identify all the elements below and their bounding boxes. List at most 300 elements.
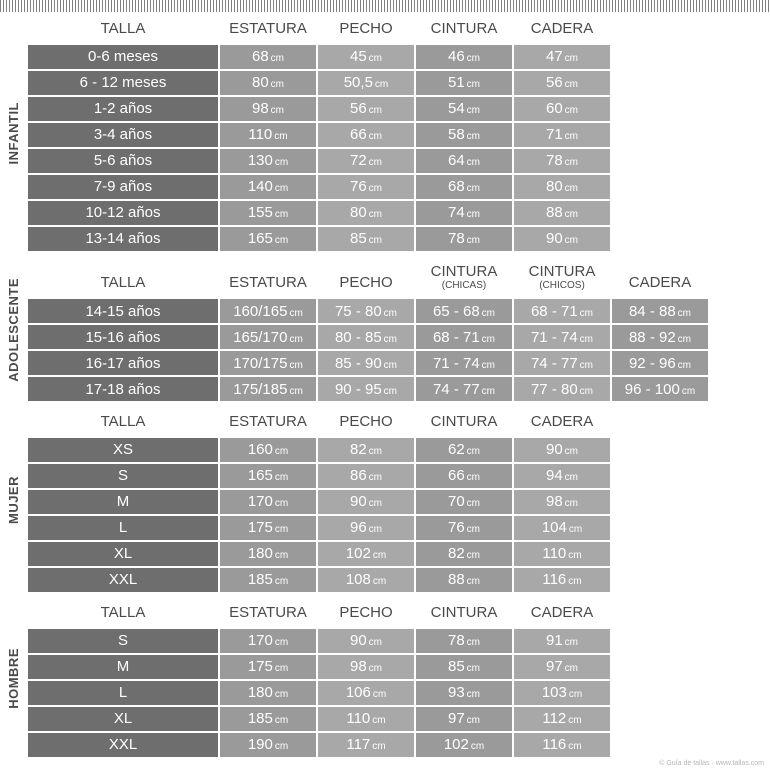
credit-text: © Guía de tallas · www.tallas.com	[659, 759, 764, 767]
measurement-cell	[318, 123, 414, 147]
table-row	[28, 123, 610, 147]
category-label	[0, 598, 26, 759]
measurement-unit: cm	[564, 663, 579, 674]
size-name-cell: 10-12 años	[28, 201, 218, 225]
measurement-unit: cm	[368, 183, 383, 195]
measurement-unit: cm	[368, 157, 383, 169]
measurement-cell	[220, 464, 316, 488]
measurement-unit: cm	[466, 235, 481, 247]
measurement-value: 98	[545, 493, 563, 511]
measurement-cell	[416, 490, 512, 514]
measurement-unit: cm	[368, 524, 383, 536]
measurement-unit: cm	[564, 131, 579, 143]
measurement-cell	[220, 707, 316, 731]
measurement-cell	[220, 97, 316, 121]
measurement-cell	[416, 201, 512, 225]
table-row	[28, 97, 610, 121]
measurement-unit: cm	[564, 157, 579, 169]
table-row	[28, 45, 610, 69]
measurement-cell	[416, 149, 512, 173]
measurement-cell	[318, 299, 414, 323]
measurement-value: 70	[447, 493, 465, 511]
measurement-cell	[514, 201, 610, 225]
measurement-value: 60	[545, 100, 563, 118]
measurement-cell	[318, 629, 414, 653]
measurement-unit: cm	[383, 385, 398, 397]
measurement-cell	[416, 707, 512, 731]
measurement-cell	[220, 516, 316, 540]
measurement-unit: cm	[481, 333, 496, 345]
measurement-unit: cm	[466, 663, 481, 674]
size-name-cell: L	[28, 516, 218, 540]
measurement-value: 106	[345, 684, 371, 701]
table-row	[28, 490, 610, 514]
measurement-unit: cm	[270, 53, 285, 65]
column-header	[514, 600, 610, 627]
measurement-unit: cm	[481, 359, 496, 371]
measurement-cell	[514, 175, 610, 199]
table-row	[28, 149, 610, 173]
measurement-value: 58	[447, 126, 465, 144]
column-header-text: CADERA	[530, 413, 594, 430]
measurement-value: 71 - 74	[432, 354, 480, 372]
measurement-unit: cm	[274, 498, 289, 510]
measurement-cell	[220, 227, 316, 251]
measurement-cell	[220, 681, 316, 705]
column-header	[318, 600, 414, 627]
measurement-cell	[416, 377, 512, 401]
measurement-cell	[416, 175, 512, 199]
measurement-unit: cm	[372, 550, 387, 562]
measurement-cell	[416, 655, 512, 679]
measurement-unit: cm	[579, 333, 594, 345]
measurement-cell	[514, 97, 610, 121]
measurement-cell	[416, 733, 512, 757]
column-header-text: PECHO	[339, 274, 393, 292]
column-header	[28, 600, 218, 627]
measurement-unit: cm	[564, 446, 579, 458]
measurement-value: 130	[247, 152, 273, 170]
column-header-text: ESTATURA	[229, 413, 307, 430]
size-name-cell: XXL	[28, 568, 218, 592]
size-name-cell: 17-18 años	[28, 377, 218, 401]
measurement-unit: cm	[466, 498, 481, 510]
measurement-unit: cm	[568, 550, 582, 562]
measurement-value: 66	[349, 126, 367, 144]
measurement-value: 84 - 88	[628, 302, 676, 320]
measurement-value: 180	[247, 545, 273, 563]
measurement-unit: cm	[274, 550, 289, 562]
measurement-cell	[416, 464, 512, 488]
measurement-unit: cm	[466, 105, 481, 117]
size-name-cell: XS	[28, 438, 218, 462]
torn-paper-edge-decoration	[0, 0, 770, 12]
measurement-unit: cm	[568, 715, 582, 726]
measurement-value: 86	[349, 467, 367, 485]
measurement-value: 165/170	[233, 328, 288, 346]
measurement-value: 88	[545, 204, 563, 222]
size-name-cell: 6 - 12 meses	[28, 71, 218, 95]
measurement-value: 46	[447, 48, 465, 66]
measurement-unit: cm	[564, 235, 579, 247]
measurement-value: 104	[541, 519, 567, 537]
measurement-unit: cm	[579, 307, 594, 319]
measurement-cell	[514, 629, 610, 653]
measurement-cell	[612, 351, 708, 375]
measurement-value: 77 - 80	[530, 380, 578, 398]
measurement-cell	[514, 681, 610, 705]
measurement-value: 90	[545, 441, 563, 459]
measurement-cell	[514, 325, 610, 349]
measurement-cell	[318, 655, 414, 679]
measurement-value: 91	[545, 632, 563, 649]
measurement-value: 155	[247, 204, 273, 222]
measurement-unit: cm	[568, 524, 583, 536]
column-header	[514, 409, 610, 436]
measurement-unit: cm	[372, 715, 386, 726]
measurement-unit: cm	[274, 576, 289, 588]
measurement-value: 82	[349, 441, 367, 459]
column-header-text: CADERA	[530, 603, 594, 621]
table-header-row	[28, 409, 610, 436]
measurement-unit: cm	[564, 183, 579, 195]
column-header-text: PECHO	[339, 20, 393, 37]
measurement-unit: cm	[481, 385, 496, 397]
measurement-unit: cm	[568, 741, 582, 752]
measurement-cell	[220, 325, 316, 349]
measurement-cell	[416, 97, 512, 121]
measurement-value: 90	[545, 230, 563, 248]
measurement-value: 75 - 80	[334, 302, 382, 320]
measurement-value: 165	[247, 230, 273, 248]
measurement-cell	[514, 227, 610, 251]
measurement-value: 68	[447, 178, 465, 196]
measurement-cell	[612, 325, 708, 349]
measurement-value: 117	[346, 736, 371, 753]
column-header-text: PECHO	[339, 413, 393, 430]
measurement-cell	[220, 655, 316, 679]
measurement-unit: cm	[289, 307, 303, 319]
measurement-value: 76	[447, 519, 465, 537]
column-header	[28, 409, 218, 436]
measurement-unit: cm	[374, 79, 389, 91]
measurement-cell	[318, 71, 414, 95]
column-header	[514, 259, 610, 297]
measurement-value: 74	[447, 204, 465, 222]
measurement-value: 51	[447, 74, 465, 92]
measurement-value: 72	[349, 152, 367, 170]
measurement-value: 165	[247, 467, 273, 485]
column-header-text: ESTATURA	[229, 20, 307, 37]
table-row	[28, 377, 708, 401]
column-header-text: TALLA	[100, 274, 146, 292]
measurement-cell	[220, 175, 316, 199]
table-row	[28, 71, 610, 95]
measurement-cell	[220, 201, 316, 225]
category-label	[0, 14, 26, 253]
column-header-text: ESTATURA	[229, 274, 307, 292]
measurement-unit: cm	[466, 550, 481, 562]
column-header	[220, 259, 316, 297]
measurement-cell	[514, 542, 610, 566]
measurement-value: 103	[541, 684, 567, 701]
measurement-cell	[318, 227, 414, 251]
table-row	[28, 681, 610, 705]
measurement-unit: cm	[368, 131, 383, 143]
measurement-cell	[220, 71, 316, 95]
measurement-value: 71	[545, 126, 563, 144]
measurement-cell	[318, 97, 414, 121]
measurement-unit: cm	[579, 385, 594, 397]
measurement-cell	[318, 351, 414, 375]
measurement-cell	[416, 45, 512, 69]
size-name-cell: M	[28, 655, 218, 679]
column-header	[612, 259, 708, 297]
measurement-value: 78	[447, 632, 465, 649]
measurement-unit: cm	[368, 105, 383, 117]
measurement-unit: cm	[466, 576, 481, 588]
measurement-value: 68 - 71	[530, 302, 578, 320]
size-name-cell: XXL	[28, 733, 218, 757]
category-label	[0, 407, 26, 594]
measurement-cell	[514, 733, 610, 757]
table-row	[28, 201, 610, 225]
measurement-cell	[220, 629, 316, 653]
measurement-cell	[318, 568, 414, 592]
measurement-cell	[220, 351, 316, 375]
measurement-value: 80	[251, 74, 269, 92]
measurement-unit: cm	[466, 524, 481, 536]
measurement-value: 180	[247, 684, 273, 701]
measurement-cell	[220, 490, 316, 514]
table-header-row	[28, 259, 708, 297]
measurement-cell	[220, 568, 316, 592]
table-row	[28, 629, 610, 653]
column-header-text: ESTATURA	[229, 603, 307, 621]
measurement-value: 88	[447, 571, 465, 589]
size-name-cell: 5-6 años	[28, 149, 218, 173]
table-row	[28, 438, 610, 462]
measurement-cell	[220, 542, 316, 566]
measurement-unit: cm	[270, 79, 285, 91]
measurement-cell	[416, 438, 512, 462]
size-tables-container	[0, 14, 770, 763]
measurement-unit: cm	[564, 105, 579, 117]
column-header	[416, 259, 512, 297]
measurement-unit: cm	[564, 79, 579, 91]
measurement-cell	[514, 438, 610, 462]
column-header-text: CINTURA	[430, 20, 498, 37]
column-subheader-text: (CHICOS)	[539, 279, 585, 291]
measurement-cell	[514, 123, 610, 147]
table-row	[28, 655, 610, 679]
table-row	[28, 733, 610, 757]
measurement-value: 68	[251, 48, 269, 66]
measurement-unit: cm	[368, 637, 383, 648]
measurement-unit: cm	[368, 663, 383, 674]
measurement-cell	[220, 299, 316, 323]
size-table	[26, 257, 710, 403]
measurement-cell	[514, 377, 610, 401]
column-header	[416, 600, 512, 627]
measurement-unit: cm	[372, 689, 387, 700]
measurement-unit: cm	[274, 446, 289, 458]
measurement-value: 88 - 92	[628, 328, 676, 346]
measurement-unit: cm	[564, 53, 579, 65]
measurement-value: 80	[545, 178, 563, 196]
measurement-cell	[318, 45, 414, 69]
measurement-value: 175	[247, 519, 273, 537]
measurement-cell	[416, 516, 512, 540]
measurement-cell	[220, 123, 316, 147]
measurement-value: 160/165	[233, 302, 288, 320]
measurement-unit: cm	[568, 689, 583, 700]
column-header	[220, 600, 316, 627]
measurement-value: 66	[447, 467, 465, 485]
column-header	[318, 16, 414, 43]
column-header-text: TALLA	[100, 413, 146, 430]
size-name-cell: 7-9 años	[28, 175, 218, 199]
size-name-cell: L	[28, 681, 218, 705]
measurement-cell	[318, 733, 414, 757]
measurement-cell	[416, 299, 512, 323]
size-name-cell: 0-6 meses	[28, 45, 218, 69]
measurement-cell	[514, 45, 610, 69]
category-label-text: HOMBRE	[5, 647, 21, 709]
column-header	[514, 16, 610, 43]
measurement-value: 74 - 77	[530, 354, 578, 372]
measurement-unit: cm	[274, 131, 288, 143]
measurement-value: 110	[248, 126, 273, 144]
column-subheader-text: (CHICAS)	[441, 279, 487, 291]
measurement-value: 90	[349, 632, 367, 649]
size-table	[26, 407, 612, 594]
measurement-value: 85 - 90	[334, 354, 382, 372]
measurement-value: 56	[545, 74, 563, 92]
table-row	[28, 227, 610, 251]
table-row	[28, 542, 610, 566]
column-header-text: CINTURA	[528, 262, 596, 280]
measurement-value: 97	[545, 658, 563, 675]
measurement-cell	[318, 438, 414, 462]
measurement-unit: cm	[681, 385, 696, 397]
measurement-unit: cm	[274, 524, 289, 536]
size-name-cell: XL	[28, 707, 218, 731]
size-name-cell: 13-14 años	[28, 227, 218, 251]
size-name-cell: XL	[28, 542, 218, 566]
measurement-unit: cm	[274, 689, 289, 700]
measurement-unit: cm	[289, 385, 303, 397]
measurement-unit: cm	[372, 741, 386, 752]
measurement-unit: cm	[274, 741, 289, 752]
measurement-cell	[318, 175, 414, 199]
measurement-unit: cm	[383, 333, 398, 345]
size-name-cell: S	[28, 629, 218, 653]
table-row	[28, 464, 610, 488]
measurement-unit: cm	[289, 333, 303, 345]
measurement-unit: cm	[274, 663, 289, 674]
column-header	[220, 16, 316, 43]
table-row	[28, 516, 610, 540]
measurement-unit: cm	[481, 307, 496, 319]
measurement-cell	[416, 629, 512, 653]
column-header-text: TALLA	[100, 20, 146, 37]
size-block-adolescente	[0, 257, 770, 403]
measurement-cell	[416, 542, 512, 566]
measurement-cell	[318, 542, 414, 566]
measurement-value: 112	[542, 710, 567, 727]
size-name-cell: S	[28, 464, 218, 488]
column-header	[28, 259, 218, 297]
measurement-value: 90	[349, 493, 367, 511]
measurement-unit: cm	[274, 715, 289, 726]
column-header-text: CADERA	[530, 20, 594, 37]
column-header	[416, 16, 512, 43]
measurement-cell	[318, 681, 414, 705]
column-header-text: CINTURA	[430, 262, 498, 280]
measurement-value: 170	[247, 493, 273, 511]
measurement-unit: cm	[274, 637, 289, 648]
column-header-text: CINTURA	[430, 413, 498, 430]
measurement-unit: cm	[274, 183, 289, 195]
column-header	[416, 409, 512, 436]
measurement-unit: cm	[270, 105, 285, 117]
table-row	[28, 175, 610, 199]
table-row	[28, 568, 610, 592]
measurement-unit: cm	[274, 235, 289, 247]
measurement-cell	[514, 516, 610, 540]
measurement-cell	[416, 568, 512, 592]
measurement-value: 96 - 100	[624, 380, 680, 398]
size-block-mujer	[0, 407, 770, 594]
measurement-value: 56	[349, 100, 367, 118]
measurement-cell	[318, 325, 414, 349]
measurement-value: 97	[447, 710, 465, 727]
column-header-text: TALLA	[100, 603, 146, 621]
measurement-unit: cm	[383, 359, 398, 371]
size-name-cell: 14-15 años	[28, 299, 218, 323]
size-table	[26, 598, 612, 759]
measurement-cell	[514, 71, 610, 95]
measurement-unit: cm	[274, 472, 289, 484]
measurement-unit: cm	[466, 689, 481, 700]
measurement-cell	[416, 71, 512, 95]
measurement-unit: cm	[368, 472, 383, 484]
measurement-cell	[612, 377, 708, 401]
measurement-value: 170/175	[233, 354, 288, 372]
measurement-unit: cm	[383, 307, 398, 319]
column-header-text: CINTURA	[430, 603, 498, 621]
measurement-cell	[514, 568, 610, 592]
measurement-value: 54	[447, 100, 465, 118]
measurement-cell	[318, 490, 414, 514]
measurement-unit: cm	[466, 637, 481, 648]
measurement-unit: cm	[466, 446, 481, 458]
measurement-value: 64	[447, 152, 465, 170]
measurement-value: 102	[443, 736, 469, 753]
measurement-unit: cm	[677, 359, 692, 371]
measurement-value: 50,5	[343, 74, 373, 92]
category-label-text: INFANTIL	[5, 102, 21, 165]
measurement-value: 82	[447, 545, 465, 563]
category-label-text: MUJER	[5, 476, 21, 525]
measurement-value: 76	[349, 178, 367, 196]
measurement-value: 170	[247, 632, 273, 649]
measurement-cell	[612, 299, 708, 323]
measurement-unit: cm	[579, 359, 594, 371]
measurement-unit: cm	[470, 741, 485, 752]
measurement-cell	[514, 351, 610, 375]
